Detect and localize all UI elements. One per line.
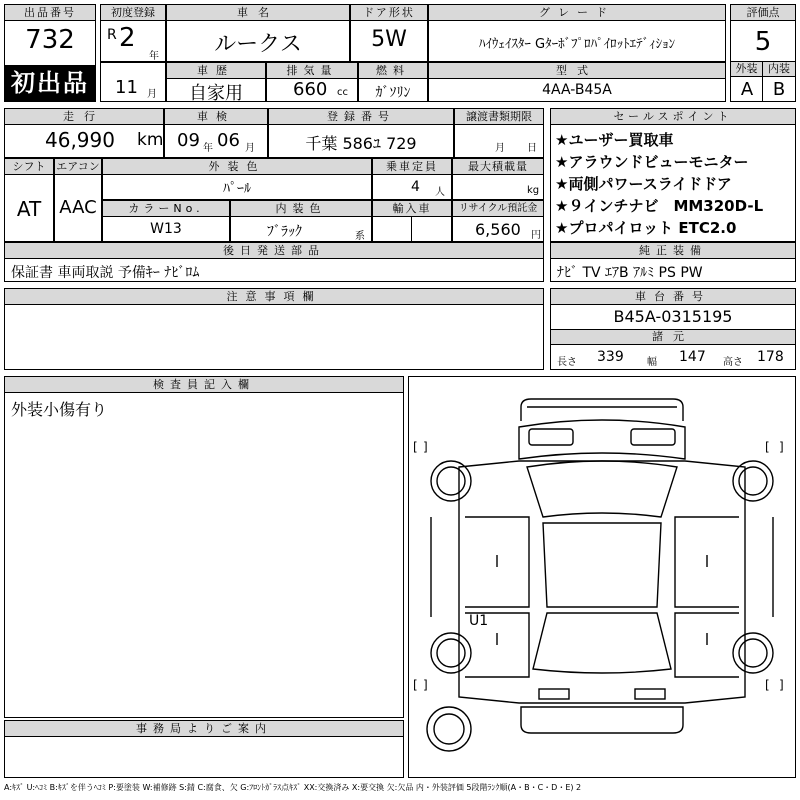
equipment-value: ﾅﾋﾞ TV ｴｱB ｱﾙﾐ PS PW — [557, 265, 703, 281]
svg-text:[: [ — [413, 440, 418, 454]
inspection-year: 09 — [177, 130, 200, 151]
width-value: 147 — [679, 349, 706, 365]
inspection-year-unit: 年 — [203, 143, 213, 154]
car-diagram — [408, 376, 796, 778]
legend: A:ｷｽﾞ U:ﾍｺﾐ B:ｷｽﾞを伴うﾍｺﾐ P:要塗装 W:補修跡 S:錆 C:腐食、欠 G:ﾌﾛﾝﾄｶﾞﾗｽ点ｷｽﾞ XX:交換済み X:要交換 欠:欠品 内・外装評価 5段階ﾗﾝｸ順(A・B・C・D・E) 2 — [4, 783, 582, 792]
door-box — [350, 4, 428, 62]
svg-text:[: [ — [765, 678, 770, 692]
selling-points-box — [550, 108, 796, 242]
later-parts-box — [4, 242, 544, 282]
recycle-header: リサイクル預託金 — [453, 201, 543, 217]
svg-text:]: ] — [423, 678, 428, 692]
car-name-box — [166, 4, 350, 62]
max-load-box — [452, 158, 544, 200]
notes-box — [4, 288, 544, 370]
inspector-box — [4, 376, 404, 718]
ext-score: A — [740, 79, 754, 100]
fuel-header: 燃料 — [359, 63, 427, 79]
ext-color-value: ﾊﾟｰﾙ — [223, 181, 251, 197]
transfer-day-unit: 日 — [527, 143, 537, 154]
history-value: 自家用 — [189, 83, 243, 104]
car-name: ルークス — [214, 32, 302, 57]
model-value: 4AA-B45A — [542, 82, 612, 98]
plate-value: 千葉 586ﾕ 729 — [305, 134, 417, 153]
shift-value: AT — [16, 197, 42, 221]
chassis-value: B45A-0315195 — [613, 307, 733, 326]
int-score: B — [772, 79, 786, 100]
displacement-box — [266, 62, 358, 102]
reg-year: 2 — [119, 23, 136, 53]
first-reg-header: 初度登録 — [101, 5, 165, 21]
mileage-unit: km — [137, 130, 164, 150]
selling-point-3: ★両側パワースライドドア — [555, 175, 732, 193]
recycle-unit: 円 — [531, 230, 541, 241]
score-header: 評価点 — [731, 5, 795, 21]
door-value: 5W — [371, 27, 407, 52]
ext-color-header: 外装色 — [103, 159, 371, 175]
max-load-unit: kg — [527, 185, 540, 196]
width-label: 幅 — [647, 357, 657, 368]
era-letter: R — [107, 27, 117, 43]
lot-number: 732 — [25, 25, 75, 55]
svg-text:]: ] — [423, 440, 428, 454]
notes-header: 注意事項欄 — [5, 289, 543, 305]
height-value: 178 — [757, 349, 784, 365]
chassis-box — [550, 288, 796, 370]
displacement-header: 排気量 — [267, 63, 357, 79]
transfer-box — [454, 108, 544, 158]
plate-header: 登録番号 — [269, 109, 453, 125]
selling-point-2: ★アラウンドビューモニター — [555, 153, 749, 171]
int-color-box — [230, 200, 372, 242]
inspection-month: 06 — [217, 130, 240, 151]
inspector-note: 外装小傷有り — [11, 400, 108, 419]
later-parts-header: 後日発送部品 — [5, 243, 543, 259]
selling-points-header: セールスポイント — [551, 109, 795, 125]
car-name-header: 車名 — [167, 5, 349, 21]
reg-month: 11 — [115, 77, 138, 98]
model-box — [428, 62, 726, 102]
car-outline-diagram — [409, 377, 795, 777]
displacement-value: 660 — [293, 79, 328, 100]
color-no-value: W13 — [150, 221, 182, 237]
score-box — [730, 4, 796, 102]
svg-text:[: [ — [413, 678, 418, 692]
ext-score-label: 外装 — [730, 61, 763, 77]
int-score-label: 内装 — [762, 61, 796, 77]
month-box — [100, 62, 166, 102]
length-label: 長さ — [557, 357, 577, 368]
int-color-value: ﾌﾞﾗｯｸ — [267, 224, 302, 240]
grade-box — [428, 4, 726, 62]
aircon-box — [54, 158, 102, 242]
mileage-header: 走行 — [5, 109, 163, 125]
selling-point-4: ★９インチナビ MM320D-L — [555, 197, 764, 215]
history-box — [166, 62, 266, 102]
office-header: 事務局よりご案内 — [5, 721, 403, 737]
inspection-header: 車検 — [165, 109, 267, 125]
chassis-header: 車台番号 — [551, 289, 795, 305]
displacement-unit: cc — [337, 87, 348, 98]
transfer-header: 譲渡書類期限 — [455, 109, 543, 125]
history-header: 車歴 — [167, 63, 265, 79]
reg-month-unit: 月 — [147, 89, 157, 100]
shift-header: シフト — [5, 159, 53, 175]
color-no-header: カラーNo. — [103, 201, 229, 217]
plate-box — [268, 108, 454, 158]
int-color-suffix: 系 — [355, 231, 365, 242]
transfer-month-unit: 月 — [495, 143, 505, 154]
svg-text:]: ] — [779, 678, 784, 692]
capacity-value: 4 — [411, 179, 420, 195]
score-value: 5 — [754, 27, 772, 57]
import-header: 輸入車 — [373, 201, 451, 217]
equipment-box — [550, 242, 796, 282]
mileage-value: 46,990 — [45, 128, 115, 152]
capacity-unit: 人 — [435, 187, 445, 198]
lot-box — [4, 4, 96, 102]
later-parts-value: 保証書 車両取説 予備ｷｰ ﾅﾋﾞﾛﾑ — [11, 265, 200, 281]
recycle-box — [452, 200, 544, 242]
lot-header: 出品番号 — [5, 5, 95, 21]
fuel-value: ｶﾞｿﾘﾝ — [375, 85, 411, 101]
max-load-header: 最大積載量 — [453, 159, 543, 175]
mileage-box — [4, 108, 164, 158]
length-value: 339 — [597, 349, 624, 365]
equipment-header: 純正装備 — [551, 243, 795, 259]
svg-text:]: ] — [779, 440, 784, 454]
selling-point-1: ★ユーザー買取車 — [555, 131, 674, 149]
ext-color-box — [102, 158, 372, 200]
grade-header: グレード — [429, 5, 725, 21]
aircon-header: エアコン — [56, 160, 100, 173]
import-box — [372, 200, 452, 242]
capacity-header: 乗車定員 — [373, 159, 451, 175]
aircon-value: AAC — [59, 197, 97, 218]
fuel-box — [358, 62, 428, 102]
grade-value: ﾊｲｳｪｲｽﾀｰ Gﾀｰﾎﾞﾌﾟﾛﾊﾟｲﾛｯﾄｴﾃﾞｨｼｮﾝ — [478, 37, 676, 52]
inspection-month-unit: 月 — [245, 143, 255, 154]
first-reg-box — [100, 4, 166, 62]
damage-mark-u1: U1 — [469, 613, 489, 629]
int-color-header: 内装色 — [231, 201, 371, 217]
model-header: 型式 — [429, 63, 725, 79]
height-label: 高さ — [723, 357, 743, 368]
office-box — [4, 720, 404, 778]
color-no-box — [102, 200, 230, 242]
selling-point-5: ★プロパイロット ETC2.0 — [555, 219, 737, 237]
recycle-value: 6,560 — [475, 220, 521, 239]
inspection-box — [164, 108, 268, 158]
shift-box — [4, 158, 54, 242]
reg-year-unit: 年 — [149, 51, 159, 62]
first-listing-badge: 初出品 — [5, 65, 95, 101]
capacity-box — [372, 158, 452, 200]
svg-text:[: [ — [765, 440, 770, 454]
door-header: ドア形状 — [351, 5, 427, 21]
dimensions-header: 諸元 — [550, 329, 796, 345]
inspector-header: 検査員記入欄 — [5, 377, 403, 393]
